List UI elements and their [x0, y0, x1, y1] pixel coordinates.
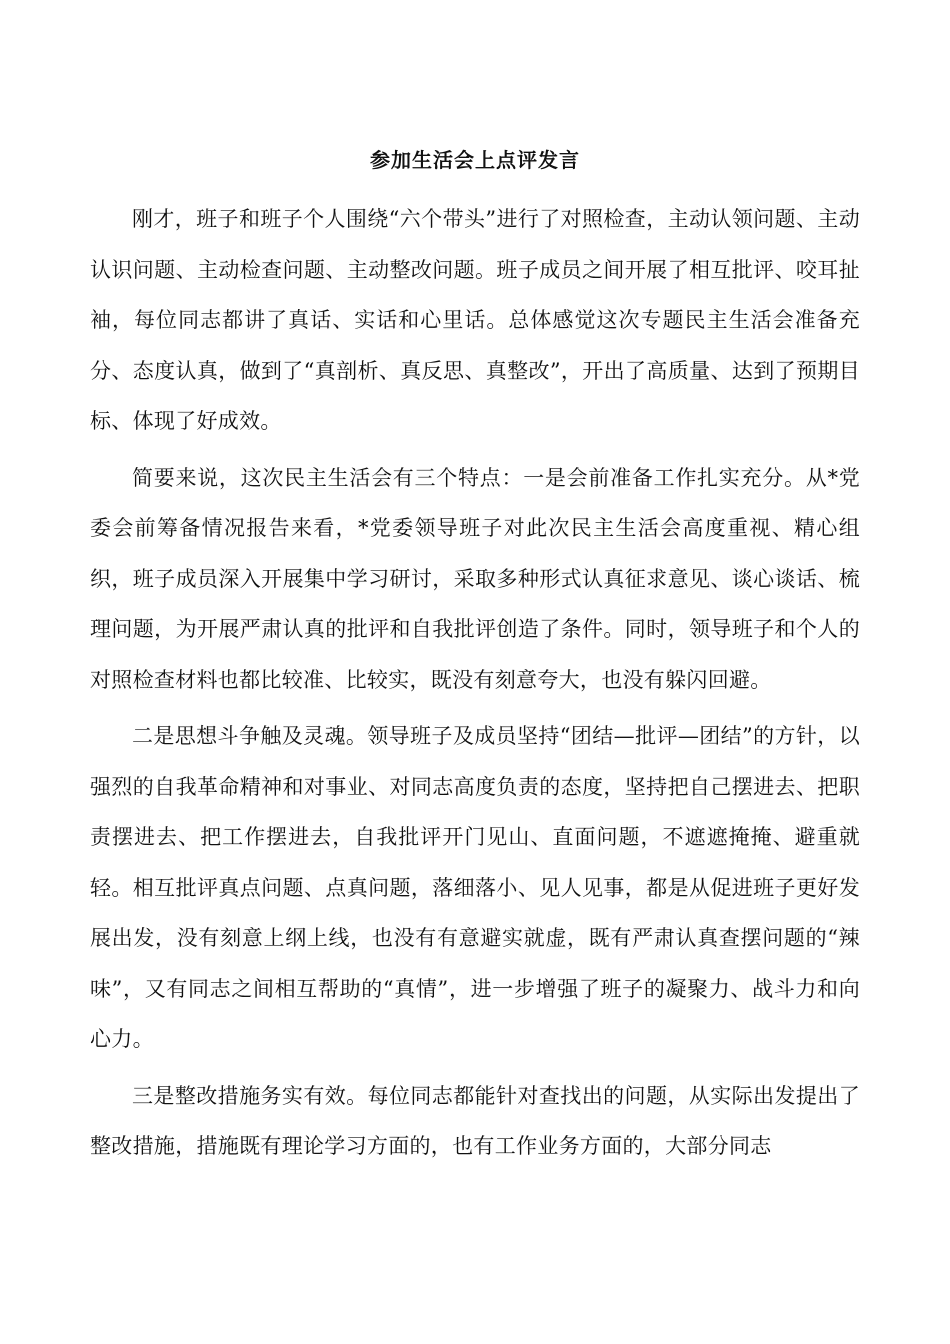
document-title: 参加生活会上点评发言 — [370, 148, 580, 172]
paragraph-2: 简要来说，这次民主生活会有三个特点：一是会前准备工作扎实充分。从*党委会前筹备情况报告来看，*党委领导班子对此次民主生活会高度重视、精心组织，班子成员深入开展集中学习研讨，采取多种形式认真征求意见、谈心谈话、梳理问题，为开展严肃认真的批评和自我批评创造了条件。同时，领导班子和个人的对照检查材料也都比较准、比较实，既没有刻意夸大，也没有躲闪回避。 — [90, 465, 860, 692]
paragraph-1: 刚才，班子和班子个人围绕“六个带头”进行了对照检查，主动认领问题、主动认识问题、主动检查问题、主动整改问题。班子成员之间开展了相互批评、咬耳扯袖，每位同志都讲了真话、实话和心里话。总体感觉这次专题民主生活会准备充分、态度认真，做到了“真剖析、真反思、真整改”，开出了高质量、达到了预期目标、体现了好成效。 — [90, 207, 860, 433]
paragraph-3: 二是思想斗争触及灵魂。领导班子及成员坚持“团结—批评—团结”的方针，以强烈的自我革命精神和对事业、对同志高度负责的态度，坚持把自己摆进去、把职责摆进去、把工作摆进去，自我批评开门见山、直面问题，不遮遮掩掩、避重就轻。相互批评真点问题、点真问题，落细落小、见人见事，都是从促进班子更好发展出发，没有刻意上纲上线，也没有有意避实就虚，既有严肃认真查摆问题的“辣味”，又有同志之间相互帮助的“真情”，进一步增强了班子的凝聚力、战斗力和向心力。 — [90, 724, 860, 1051]
paragraph-4: 三是整改措施务实有效。每位同志都能针对查找出的问题，从实际出发提出了整改措施，措施既有理论学习方面的，也有工作业务方面的，大部分同志 — [90, 1083, 860, 1158]
document-page — [90, 140, 860, 1178]
